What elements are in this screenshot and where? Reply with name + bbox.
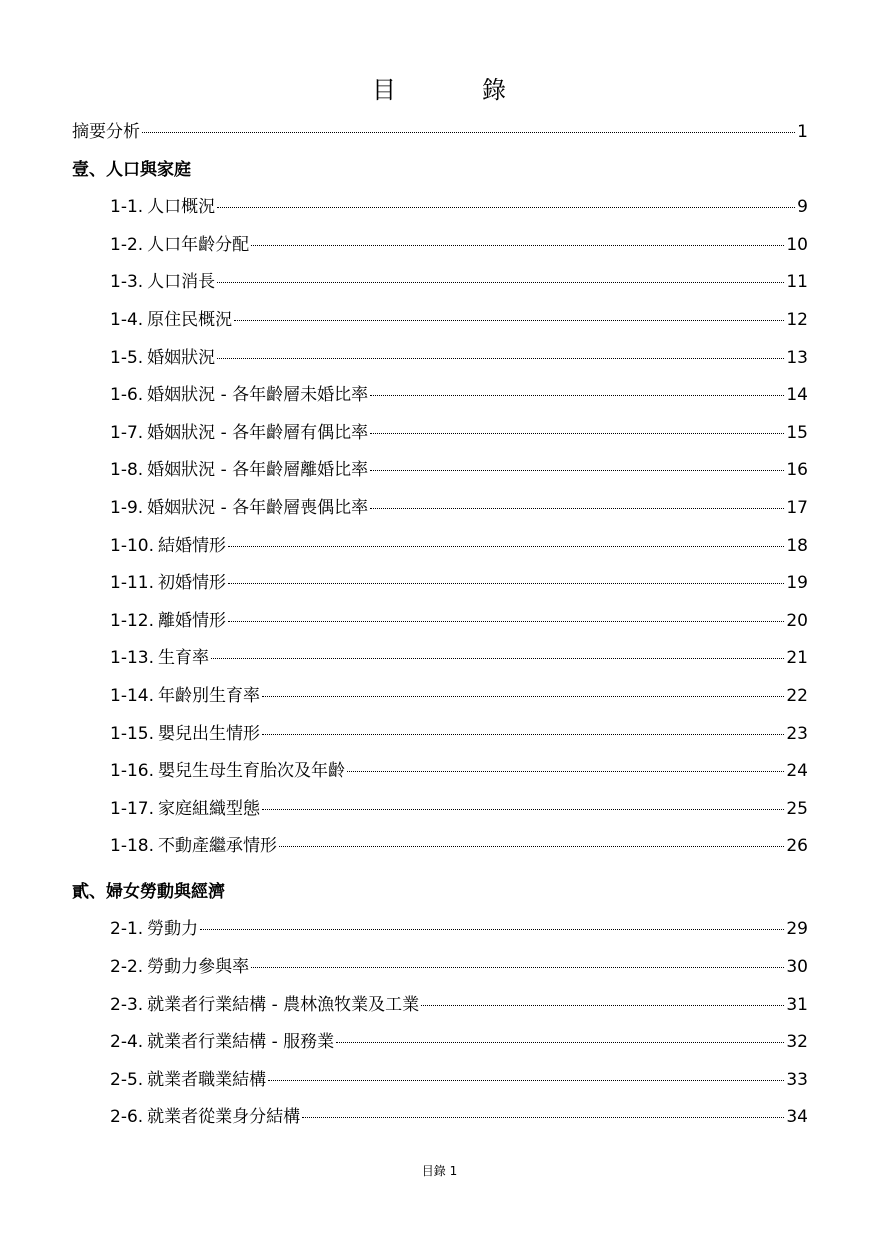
toc-entry-page: 22 <box>786 685 808 706</box>
toc-entry-label: 婚姻狀況 - 各年齡層喪偶比率 <box>147 497 369 518</box>
toc-entry[interactable] <box>72 227 808 265</box>
toc-entry-number: 1-11. <box>110 573 154 594</box>
toc-entry[interactable] <box>72 264 808 302</box>
toc-entry-label: 婚姻狀況 - 各年齡層離婚比率 <box>147 460 369 481</box>
toc-entry[interactable] <box>72 949 808 987</box>
section-1-entries <box>72 189 808 866</box>
toc-entry-number: 2-5. <box>110 1069 144 1090</box>
toc-entry-label: 就業者行業結構 - 農林漁牧業及工業 <box>147 994 420 1015</box>
toc-entry-page: 25 <box>786 798 808 819</box>
section-heading-1[interactable]: 壹、人口與家庭 <box>72 159 191 180</box>
dot-leader <box>228 582 784 584</box>
toc-entry[interactable] <box>72 340 808 378</box>
toc-entry-page: 18 <box>786 535 808 556</box>
dot-leader <box>370 469 784 471</box>
dot-leader <box>336 1041 784 1043</box>
toc-entry[interactable] <box>72 911 808 949</box>
dot-leader <box>302 1116 784 1118</box>
dot-leader <box>217 281 784 283</box>
dot-leader <box>262 695 784 697</box>
dot-leader <box>217 357 784 359</box>
toc-entry-page: 32 <box>786 1032 808 1053</box>
toc-entry[interactable] <box>72 189 808 227</box>
toc-entry-label: 不動產繼承情形 <box>158 836 277 857</box>
toc-entry-number: 2-6. <box>110 1107 144 1128</box>
toc-entry-label: 初婚情形 <box>158 573 226 594</box>
toc-entry-label: 人口消長 <box>147 272 216 293</box>
toc-entry-number: 1-1. <box>110 197 144 218</box>
toc-entry-page: 19 <box>786 573 808 594</box>
toc-entry-page: 1 <box>797 122 808 142</box>
toc-entry-number: 1-6. <box>110 385 144 406</box>
dot-leader <box>268 1079 784 1081</box>
toc-entry-label: 嬰兒生母生育胎次及年齡 <box>158 761 345 782</box>
toc-entry-page: 33 <box>786 1069 808 1090</box>
toc-entry[interactable] <box>72 528 808 566</box>
toc-entry[interactable] <box>72 828 808 866</box>
toc-entry-page: 13 <box>786 347 808 368</box>
dot-leader <box>211 657 784 659</box>
toc-entry-page: 31 <box>786 994 808 1015</box>
toc-entry[interactable] <box>72 987 808 1025</box>
dot-leader <box>347 770 784 772</box>
toc-entry-label: 生育率 <box>158 648 209 669</box>
toc-entry-number: 1-3. <box>110 272 144 293</box>
toc-entry-number: 1-4. <box>110 309 144 330</box>
toc-entry-number: 1-16. <box>110 761 154 782</box>
toc-entry-number: 1-2. <box>110 234 144 255</box>
toc-entry-page: 14 <box>786 385 808 406</box>
dot-leader <box>251 244 784 246</box>
dot-leader <box>200 928 784 930</box>
toc-entry-label: 離婚情形 <box>158 610 226 631</box>
toc-entry-label: 人口概況 <box>147 197 216 218</box>
toc-entry[interactable] <box>72 791 808 829</box>
toc-entry-page: 12 <box>786 309 808 330</box>
toc-entry-page: 10 <box>786 234 808 255</box>
toc-entry-label: 就業者職業結構 <box>147 1069 267 1090</box>
toc-entry-number: 1-9. <box>110 497 144 518</box>
toc-entry-label: 婚姻狀況 - 各年齡層有偶比率 <box>147 422 369 443</box>
toc-entry-number: 2-3. <box>110 994 144 1015</box>
toc-entry-label: 婚姻狀況 <box>147 347 216 368</box>
toc-entry-number: 1-5. <box>110 347 144 368</box>
toc-entry-label: 摘要分析 <box>72 122 140 142</box>
toc-entry[interactable] <box>72 640 808 678</box>
toc-entry[interactable] <box>72 377 808 415</box>
dot-leader <box>217 206 795 208</box>
toc-entry-label: 就業者行業結構 - 服務業 <box>147 1032 335 1053</box>
page-footer: 目錄 1 <box>421 1164 458 1178</box>
toc-entry-number: 1-14. <box>110 685 154 706</box>
toc-entry-number: 1-13. <box>110 648 154 669</box>
dot-leader <box>251 966 784 968</box>
toc-entry-label: 家庭組織型態 <box>158 798 260 819</box>
toc-entry[interactable] <box>72 716 808 754</box>
dot-leader <box>370 432 784 434</box>
toc-entry-page: 34 <box>786 1107 808 1128</box>
section-heading-2[interactable]: 貳、婦女勞動與經濟 <box>72 881 225 902</box>
toc-entry-number: 1-7. <box>110 422 144 443</box>
toc-entry-page: 20 <box>786 610 808 631</box>
dot-leader <box>279 845 784 847</box>
dot-leader <box>262 733 784 735</box>
toc-entry-page: 29 <box>786 919 808 940</box>
dot-leader <box>234 319 784 321</box>
toc-entry-number: 2-2. <box>110 957 144 978</box>
toc-entry-page: 15 <box>786 422 808 443</box>
toc-entry-page: 11 <box>786 272 808 293</box>
toc-entry-page: 30 <box>786 957 808 978</box>
dot-leader <box>262 808 784 810</box>
toc-entry-summary[interactable] <box>72 114 808 152</box>
toc-entry-label: 就業者從業身分結構 <box>147 1107 301 1128</box>
toc-entry-label: 婚姻狀況 - 各年齡層未婚比率 <box>147 385 369 406</box>
toc-entry[interactable] <box>72 565 808 603</box>
toc-entry-label: 勞動力參與率 <box>147 957 250 978</box>
toc-entry-label: 年齡別生育率 <box>158 685 260 706</box>
dot-leader <box>370 507 784 509</box>
toc-entry-label: 原住民概況 <box>147 309 233 330</box>
dot-leader <box>228 545 784 547</box>
page-title <box>0 70 879 104</box>
toc-entry-page: 23 <box>786 723 808 744</box>
toc-entry-page: 9 <box>797 197 808 218</box>
toc-entry-label: 人口年齡分配 <box>147 234 250 255</box>
toc-entry[interactable] <box>72 1024 808 1062</box>
toc-entry-number: 1-17. <box>110 798 154 819</box>
toc-entry-number: 1-8. <box>110 460 144 481</box>
dot-leader <box>228 620 784 622</box>
toc-entry-number: 1-18. <box>110 836 154 857</box>
toc-entry-page: 16 <box>786 460 808 481</box>
dot-leader <box>421 1004 784 1006</box>
toc-entry-page: 24 <box>786 761 808 782</box>
toc-entry-label: 勞動力 <box>147 919 199 940</box>
toc-entry-page: 17 <box>786 497 808 518</box>
toc-entry[interactable] <box>72 302 808 340</box>
toc-entry[interactable] <box>72 1099 808 1137</box>
toc-entry-number: 2-4. <box>110 1032 144 1053</box>
dot-leader <box>370 394 784 396</box>
toc-entry[interactable] <box>72 753 808 791</box>
toc-entry[interactable] <box>72 603 808 641</box>
toc-entry-page: 21 <box>786 648 808 669</box>
section-2-entries <box>72 911 808 1137</box>
toc-entry-label: 嬰兒出生情形 <box>158 723 260 744</box>
toc-entry-number: 1-15. <box>110 723 154 744</box>
toc-entry-number: 1-10. <box>110 535 154 556</box>
page-title-char-1: 目 <box>372 76 396 104</box>
toc-entry-label: 結婚情形 <box>158 535 226 556</box>
toc-entry[interactable] <box>72 452 808 490</box>
toc-entry[interactable] <box>72 1062 808 1100</box>
toc-entry-number: 1-12. <box>110 610 154 631</box>
toc-entry[interactable] <box>72 678 808 716</box>
toc-entry-page: 26 <box>786 836 808 857</box>
page-title-char-2: 錄 <box>482 76 506 104</box>
toc-entry[interactable] <box>72 490 808 528</box>
toc-entry[interactable] <box>72 415 808 453</box>
toc-entry-number: 2-1. <box>110 919 144 940</box>
table-of-contents <box>72 114 808 1137</box>
dot-leader <box>142 131 795 133</box>
